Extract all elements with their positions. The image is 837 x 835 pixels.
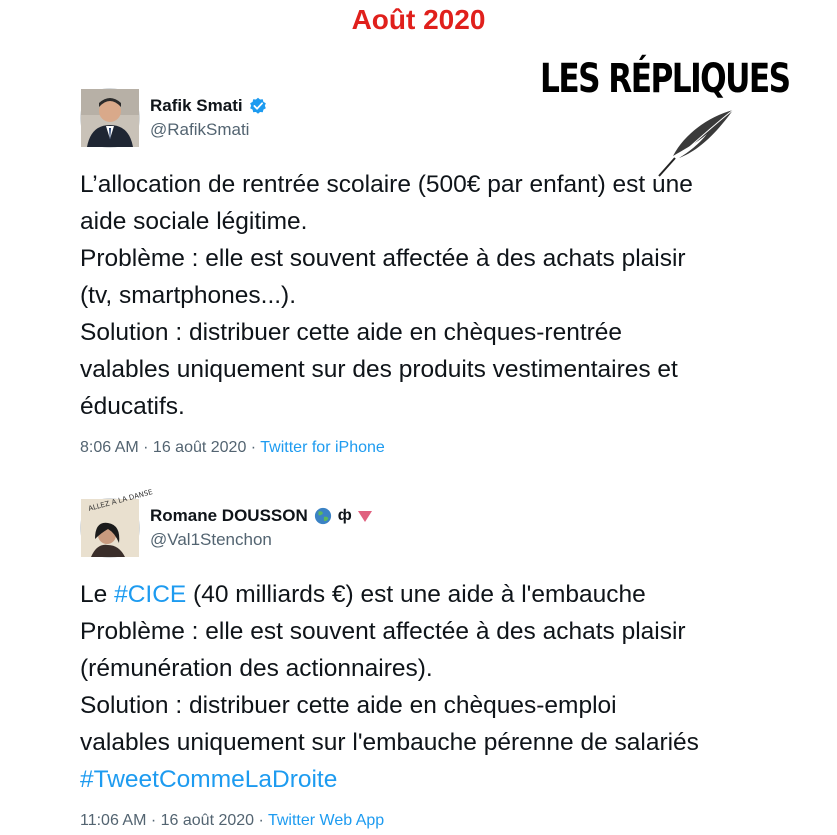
tweet-line: L’allocation de rentrée scolaire (500€ par enfant) est une <box>80 171 693 198</box>
tweet-text <box>80 576 820 798</box>
tweet-source-link[interactable]: Twitter Web App <box>267 812 385 829</box>
tweet-line <box>80 576 820 613</box>
author-name[interactable]: Rafik Smati <box>150 96 243 115</box>
tweet-line: Problème : elle est souvent affectée à des achats plaisir <box>80 618 686 645</box>
text-fragment: Le <box>80 581 115 608</box>
tweet-line: Problème : elle est souvent affectée à des achats plaisir <box>80 245 686 272</box>
tweet-line: (tv, smartphones...). <box>80 282 297 309</box>
tweet-text <box>80 166 820 425</box>
tweet-author <box>80 88 820 158</box>
brand-logo: LES RÉPLIQUES <box>540 56 790 102</box>
tweet-line: (rémunération des actionnaires). <box>80 655 433 682</box>
tweet-line: Solution : distribuer cette aide en chèques-emploi <box>80 692 617 719</box>
name-symbol: ф <box>337 507 352 524</box>
tweet-meta <box>80 812 820 830</box>
avatar[interactable] <box>80 488 154 558</box>
tweet-line: valables uniquement sur des produits vestimentaires et <box>80 356 678 383</box>
text-fragment: (40 milliards €) est une aide à l'embauche <box>186 581 646 608</box>
tweet-source-link[interactable]: Twitter for iPhone <box>260 439 385 456</box>
author-handle[interactable]: @Val1Stenchon <box>150 530 272 549</box>
hashtag-link[interactable]: #TweetCommeLaDroite <box>80 766 338 793</box>
tweet-line: valables uniquement sur l'embauche pérenne de salariés <box>80 729 699 756</box>
verified-badge-icon <box>249 97 267 115</box>
hashtag-link[interactable]: #CICE <box>114 581 187 608</box>
avatar[interactable] <box>80 88 140 148</box>
author-handle[interactable]: @RafikSmati <box>150 120 250 139</box>
tweet-meta <box>80 439 820 457</box>
tweet-card <box>80 88 820 457</box>
tweet-line: aide sociale légitime. <box>80 208 308 235</box>
triangle-icon <box>358 511 372 522</box>
tweet-author <box>80 488 820 568</box>
tweet-timestamp[interactable]: 11:06 AM · 16 août 2020 · <box>80 812 264 829</box>
display-name[interactable] <box>150 506 372 526</box>
author-name[interactable]: Romane DOUSSON <box>150 506 308 525</box>
tweet-line: Solution : distribuer cette aide en chèques-rentrée <box>80 319 623 346</box>
tweet-timestamp[interactable]: 8:06 AM · 16 août 2020 · <box>80 439 257 456</box>
tweet-card <box>80 488 820 830</box>
avatar-caption: ALLEZ A LA DANSE <box>87 488 154 513</box>
globe-icon <box>314 507 332 525</box>
display-name[interactable] <box>150 96 267 116</box>
page-title: Août 2020 <box>351 4 486 35</box>
tweet-line: éducatifs. <box>80 393 185 420</box>
